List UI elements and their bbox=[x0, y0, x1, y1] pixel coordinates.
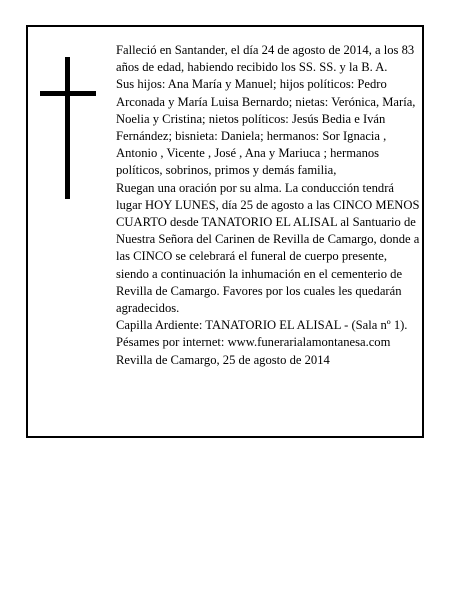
condolences-web: Pésames por internet: www.funerarialamontanesa.com bbox=[116, 335, 391, 350]
funeral-details: Ruegan una oración por su alma. La conducción tendrá lugar HOY LUNES, día 25 de agosto a las CINCO MENOS CUARTO desde TANATORIO EL ALISAL al Santuario de Nuestra Señora del Carinen de Revilla de Camargo, donde a las CINCO se celebrará el funeral de cuerpo presente, siendo a continuación la inhumación en el cementerio de Revilla de Camargo. Favores por los cuales les quedarán agradecidos. bbox=[116, 180, 420, 316]
chapel-info: Capilla Ardiente: TANATORIO EL ALISAL - (Sala nº 1). bbox=[116, 318, 408, 333]
death-announcement: Falleció en Santander, el día 24 de agosto de 2014, a los 83 años de edad, habiendo recibido los SS. SS. y la B. A. bbox=[116, 43, 415, 75]
family-members: Sus hijos: Ana María y Manuel; hijos políticos: Pedro Arconada y María Luisa Bernardo; nietas: Verónica, María, Noelia y Cristina; nietos políticos: Jesús Bedia e Iván Fernández; bisnieta: Daniela; hermanos: Sor Ignacia , Antonio , Vicente , José , Ana y Mariuca ; hermanos políticos, sobrinos, primos y demás familia, bbox=[116, 77, 416, 178]
obituary-notice bbox=[26, 25, 424, 438]
place-date: Revilla de Camargo, 25 de agosto de 2014 bbox=[116, 352, 330, 367]
cross-icon bbox=[40, 57, 96, 199]
obituary-text bbox=[116, 42, 422, 369]
